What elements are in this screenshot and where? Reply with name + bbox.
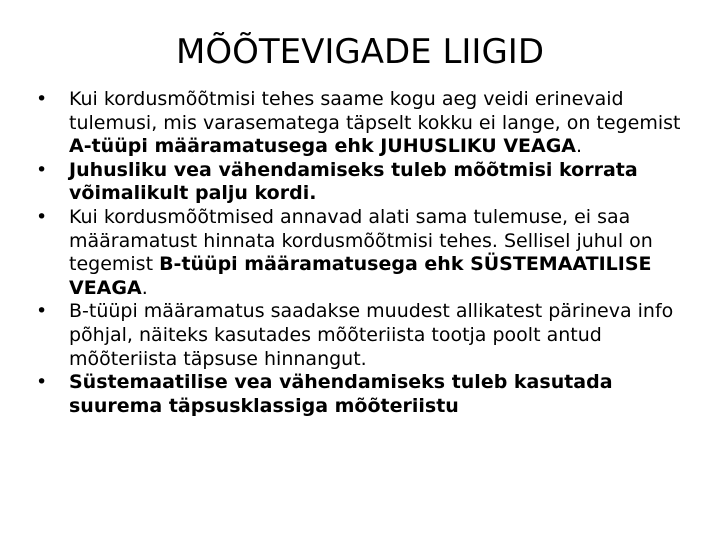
bullet-list — [36, 88, 686, 418]
bullet-text-bold: Juhusliku vea vähendamiseks tuleb mõõtmisi korrata võimalikult palju kordi. — [69, 158, 638, 205]
bullet-dot: • — [36, 88, 48, 110]
bullet-item — [36, 371, 686, 418]
bullet-text-regular: . — [576, 135, 583, 158]
bullet-text-bold: A-tüüpi määramatusega ehk JUHUSLIKU VEAGA — [69, 135, 577, 158]
bullet-dot: • — [36, 205, 48, 228]
bullet-item — [36, 159, 686, 206]
bullet-text-regular: Kui kordusmõõtmisi tehes saame kogu aeg veidi erinevaid tulemusi, mis varasematega täpselt kokku ei lange, on tegemist — [69, 88, 681, 134]
bullet-text-bold: B-tüüpi määramatusega ehk SÜSTEMAATILISE VEAGA — [69, 253, 652, 299]
bullet-dot: • — [36, 158, 48, 181]
bullet-text-regular: B-tüüpi määramatus saadakse muudest allikatest pärineva info põhjal, näiteks kasutades mõõteriista tootja poolt antud mõõteriista täpsuse hinnangut. — [69, 300, 674, 370]
bullet-dot: • — [36, 300, 48, 323]
bullet-text-regular: Kui kordusmõõtmised annavad alati sama tulemuse, ei saa määramatust hinnata kordusmõõtmisi tehes. Sellisel juhul on tegemist — [69, 205, 653, 276]
bullet-item — [36, 206, 686, 300]
bullet-text-regular: . — [141, 276, 148, 299]
bullet-text-bold: Süstemaatilise vea vähendamiseks tuleb kasutada suurema täpsusklassiga mõõteriistu — [69, 371, 613, 417]
slide-title: MÕÕTEVIGADE LIIGID — [175, 32, 545, 72]
bullet-item — [36, 88, 686, 159]
bullet-dot: • — [36, 371, 48, 394]
bullet-item — [36, 300, 686, 371]
